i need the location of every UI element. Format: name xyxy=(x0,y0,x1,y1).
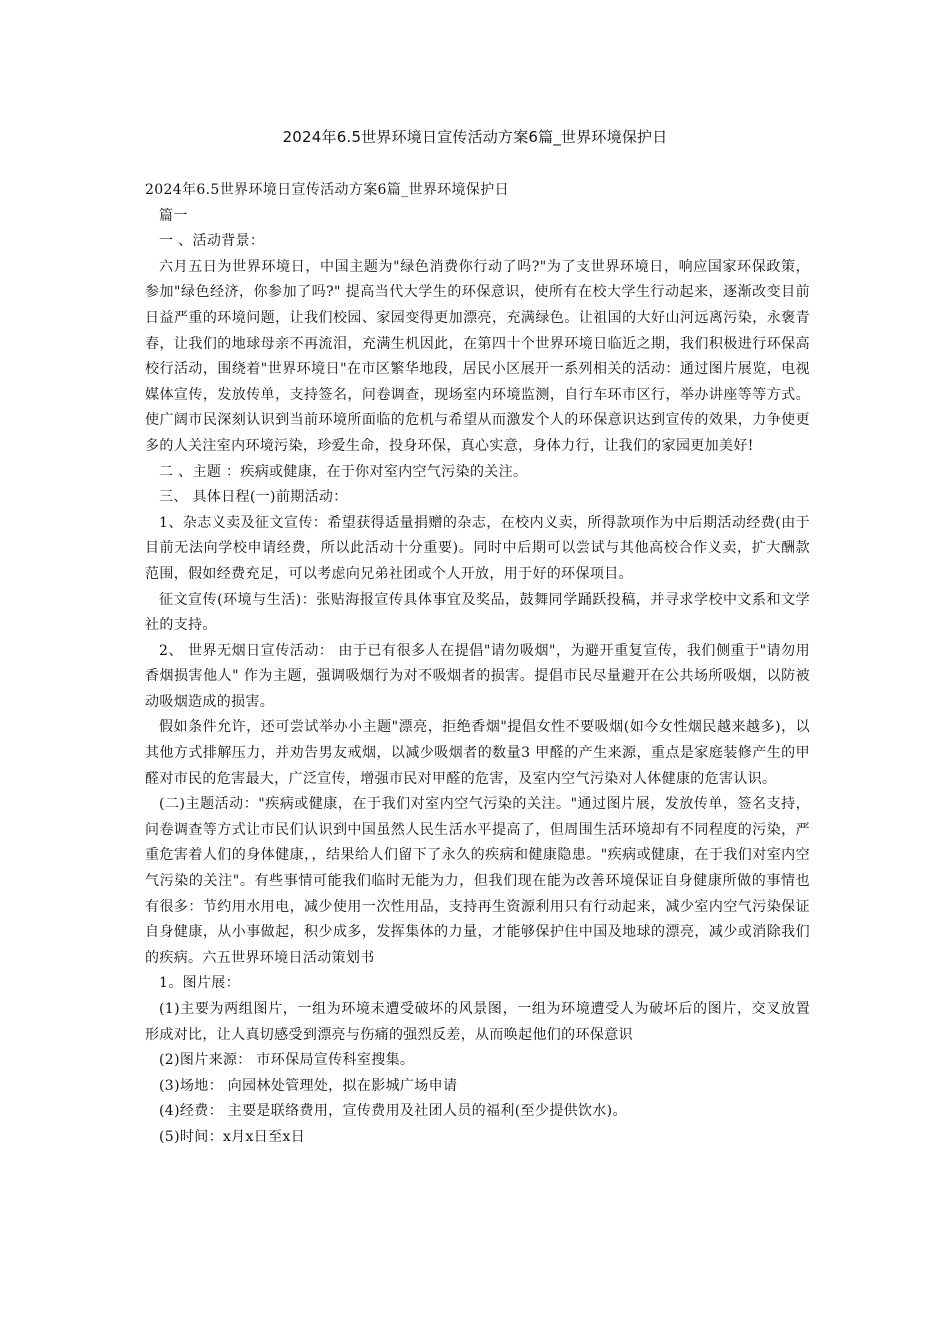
heading-photo-exhibition: 1。图片展： xyxy=(159,975,241,992)
section-label: 篇一 xyxy=(159,207,188,224)
paragraph-main-activity: (二)主题活动："疾病或健康，在于我们对室内空气污染的关注。"通过图片展，发放传单，签名支持，问卷调查等方式让市民们认识到中国虽然人民生活水平提高了，但周围生活环境却有不同程度的污染，严重危害着人们的身体健康，，结果给人们留下了永久的疾病和健康隐患。"疾病或健康，在于我们对室内空气污染的关注"。有些事情可能我们临时无能为力，但我们现在能为改善环境保证自身健康所做的事情也有很多：节约用水用电，减少使用一次性用品，支持再生资源利用只有行动起来，减少室内空气污染保证自身健康，从小事做起，积少成多，发挥集体的力量，才能够保护住中国及地球的漂亮，减少或消除我们的疾病。六五世界环境日活动策划书 xyxy=(145,796,810,966)
paragraph-essay-promotion: 征文宣传(环境与生活)：张贴海报宣传具体事宜及奖品，鼓舞同学踊跃投稿，并寻求学校中文系和文学社的支持。 xyxy=(145,591,810,634)
list-item-photo-groups: (1)主要为两组图片，一组为环境未遭受破坏的风景图，一组为环境遭受人为破坏后的图片，交叉放置形成对比，让人真切感受到漂亮与伤痛的强烈反差，从而唤起他们的环保意识 xyxy=(145,1001,810,1043)
list-item-funding: (4)经费： 主要是联络费用，宣传费用及社团人员的福利(至少提供饮水)。 xyxy=(159,1103,627,1120)
heading-background: 一 、活动背景： xyxy=(159,233,265,250)
body-title: 2024年6.5世界环境日宣传活动方案6篇_世界环境保护日 xyxy=(145,182,509,198)
list-item-photo-source: (2)图片来源： 市环保局宣传科室搜集。 xyxy=(159,1052,415,1069)
paragraph-magazine-sale: 1、杂志义卖及征文宣传：希望获得适量捐赠的杂志，在校内义卖，所得款项作为中后期活动经费(由于目前无法向学校申请经费，所以此活动十分重要)。同时中后期可以尝试与其他高校合作义卖，扩大酬款范围，假如经费充足，可以考虑向兄弟社团或个人开放，用于好的环保项目。 xyxy=(145,514,810,582)
heading-schedule: 三、 具体日程(一)前期活动： xyxy=(159,489,348,506)
list-item-time: (5)时间：x月x日至x日 xyxy=(159,1128,306,1145)
heading-theme: 二 、主题 ：疾病或健康，在于你对室内空气污染的关注。 xyxy=(159,463,528,480)
page-header-title: 2024年6.5世界环境日宣传活动方案6篇_世界环境保护日 xyxy=(282,128,668,146)
list-item-venue: (3)场地： 向园林处管理处，拟在影城广场申请 xyxy=(159,1077,458,1094)
document-body xyxy=(145,178,810,1151)
paragraph-background: 六月五日为世界环境日，中国主题为"绿色消费你行动了吗?"为了支世界环境日，响应国家环保政策，参加"绿色经济，你参加了吗?" 提高当代大学生的环保意识，使所有在校大学生行动起来，逐渐改变目前日益严重的环境问题，让我们校园、家园变得更加漂亮，充满绿色。让祖国的大好山河远离污染，永褒青春，让我们的地球母亲不再流泪，充满生机因此，在第四十个世界环境日临近之期，我们积极进行环保高校行活动，围绕着"世界环境日"在市区繁华地段，居民小区展开一系列相关的活动：通过图片展览，电视媒体宣传，发放传单，支持签名，问卷调查，现场室内环境监测，自行车环市区行，举办讲座等等方式。使广阔市民深刻认识到当前环境所面临的危机与希望从而激发个人的环保意识达到宣传的效果，力争使更多的人关注室内环境污染，珍爱生命，投身环保，真心实意，身体力行，让我们的家园更加美好! xyxy=(145,258,810,454)
paragraph-no-smoking: 2、 世界无烟日宣传活动： 由于已有很多人在提倡"请勿吸烟"，为避开重复宣传，我们侧重于"请勿用香烟损害他人" 作为主题，强调吸烟行为对不吸烟者的损害。提倡市民尽量避开在公共场所吸烟，以防被动吸烟造成的损害。 xyxy=(145,642,810,710)
paragraph-small-theme: 假如条件允许，还可尝试举办小主题"漂亮，拒绝香烟"提倡女性不要吸烟(如今女性烟民越来越多)，以其他方式排解压力，并劝告男友戒烟，以减少吸烟者的数量3 甲醛的产生来源，重点是家庭装修产生的甲醛对市民的危害最大，广泛宣传，增强市民对甲醛的危害，及室内空气污染对人体健康的危害认识。 xyxy=(145,719,810,787)
